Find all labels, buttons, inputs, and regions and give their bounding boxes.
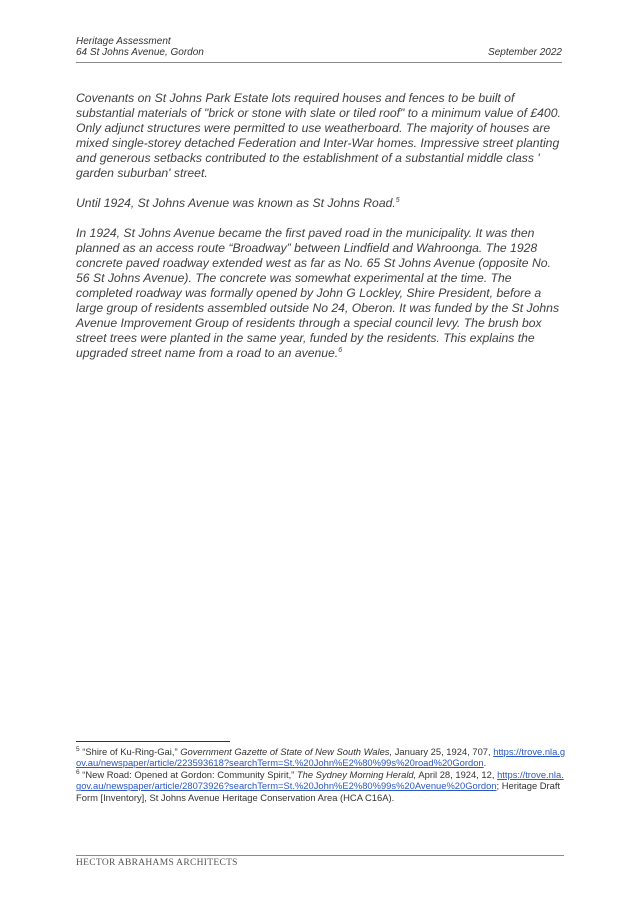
paragraph-covenants: Covenants on St Johns Park Estate lots required houses and fences to be built of substantial materials of "brick or stone with slate or tiled roof" to a minimum value of £400. Only adjunct structures were permitted to use weatherboard. The majority of houses are mixed single-storey detached Federation and Inter-War homes. Impressive street planting and generous setbacks contributed to the establishment of a substantial middle class ' garden suburban' street. bbox=[76, 91, 561, 180]
source-title: Government Gazette of State of New South Wales, bbox=[180, 746, 393, 757]
footnote-5: $^5$ “Shire of Ku-Ring-Gai,” Government Gazette of State of New South Wales, January 25, 1924, 707, https://trove.nla.gov.au/newspaper/article/223593618?searchTerm=St.%20John%E2%80%99s%20road%20Gordon. bbox=[76, 745, 566, 769]
footnote-link[interactable]: https://trove.nla.gov.au/newspaper/article/28073926?searchTerm=St.%20John%E2%80%99s%20Avenue%20Gordon bbox=[76, 768, 564, 792]
document-title: Heritage Assessment bbox=[76, 36, 171, 47]
footnote-ref-5[interactable]: 5 bbox=[395, 196, 400, 204]
paragraph-paved-road: In 1924, St Johns Avenue became the first paved road in the municipality. It was then planned as an access route “Broadway” between Lindfield and Wahroonga. The 1928 concrete paved roadway extended west as far as No. 65 St Johns Avenue (opposite No. 56 St Johns Avenue). The concrete was somewhat experimental at the time. The completed roadway was formally opened by John G Lockley, Shire President, before a large group of residents assembled outside No 24, Oberon. It was funded by the St Johns Avenue Improvement Group of residents through a special council levy. The brush box street trees were planted in the same year, funded by the residents. This explains the upgraded street name from a road to an avenue.$^6$ bbox=[76, 226, 560, 360]
footnote-6: $^6$ “New Road: Opened at Gordon: Community Spirit,” The Sydney Morning Herald, April 28, 1924, 12, https://trove.nla.gov.au/newspaper/article/28073926?searchTerm=St.%20John%E2%80%99s%20Avenue%20Gordon; Heritage Draft Form [Inventory], St Johns Avenue Heritage Conservation Area (HCA C16A). bbox=[76, 768, 564, 803]
footnote-link[interactable]: https://trove.nla.gov.au/newspaper/article/223593618?searchTerm=St.%20John%E2%80%99s%20road%20Gordon bbox=[76, 746, 566, 769]
footnote-ref-6[interactable]: 6 bbox=[338, 346, 343, 354]
firm-name: HECTOR ABRAHAMS ARCHITECTS bbox=[76, 858, 238, 868]
footnotes bbox=[76, 746, 566, 803]
page-header bbox=[76, 36, 562, 63]
document-date: September 2022 bbox=[488, 47, 562, 58]
page-footer bbox=[76, 855, 564, 868]
main-body bbox=[76, 91, 564, 376]
header-left bbox=[76, 36, 204, 58]
source-title: The Sydney Morning Herald, bbox=[296, 768, 417, 780]
paragraph-road-name: Until 1924, St Johns Avenue was known as St Johns Road.$^5$ bbox=[76, 196, 400, 210]
footnote-divider bbox=[76, 741, 230, 742]
property-address: 64 St Johns Avenue, Gordon bbox=[76, 47, 204, 58]
